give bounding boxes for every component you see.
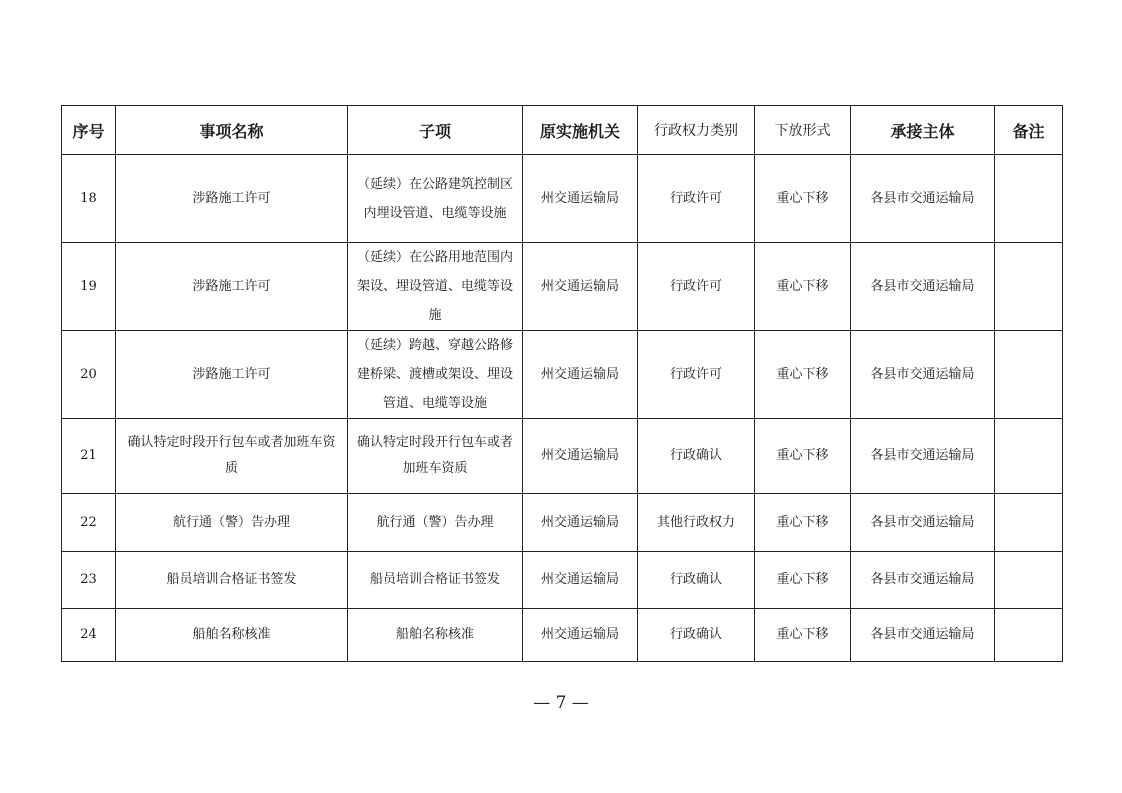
cell-original-agency: 州交通运输局 bbox=[523, 419, 638, 494]
cell-receiving-body: 各县市交通运输局 bbox=[851, 494, 995, 552]
cell-sub-item: 船舶名称核准 bbox=[348, 609, 523, 662]
cell-original-agency: 州交通运输局 bbox=[523, 331, 638, 419]
cell-no: 24 bbox=[62, 609, 116, 662]
cell-power-type: 行政许可 bbox=[638, 331, 755, 419]
cell-item-name: 涉路施工许可 bbox=[116, 155, 348, 243]
cell-delegation-form: 重心下移 bbox=[755, 609, 851, 662]
cell-original-agency: 州交通运输局 bbox=[523, 155, 638, 243]
cell-receiving-body: 各县市交通运输局 bbox=[851, 155, 995, 243]
cell-original-agency: 州交通运输局 bbox=[523, 243, 638, 331]
delegation-items-table bbox=[61, 105, 1063, 662]
cell-no: 20 bbox=[62, 331, 116, 419]
cell-receiving-body: 各县市交通运输局 bbox=[851, 419, 995, 494]
cell-delegation-form: 重心下移 bbox=[755, 419, 851, 494]
cell-item-name: 涉路施工许可 bbox=[116, 331, 348, 419]
header-remarks: 备注 bbox=[995, 106, 1063, 155]
table-header-row bbox=[62, 106, 1063, 155]
page-number: — 7 — bbox=[533, 693, 589, 713]
cell-item-name: 涉路施工许可 bbox=[116, 243, 348, 331]
cell-no: 23 bbox=[62, 552, 116, 609]
cell-sub-item: （延续）在公路建筑控制区内埋设管道、电缆等设施 bbox=[348, 155, 523, 243]
cell-no: 19 bbox=[62, 243, 116, 331]
cell-item-name: 航行通（警）告办理 bbox=[116, 494, 348, 552]
table-row bbox=[62, 331, 1063, 419]
cell-remarks bbox=[995, 155, 1063, 243]
cell-delegation-form: 重心下移 bbox=[755, 243, 851, 331]
cell-remarks bbox=[995, 609, 1063, 662]
cell-remarks bbox=[995, 552, 1063, 609]
table-row bbox=[62, 243, 1063, 331]
cell-item-name: 船员培训合格证书签发 bbox=[116, 552, 348, 609]
cell-sub-item: 确认特定时段开行包车或者加班车资质 bbox=[348, 419, 523, 494]
cell-item-name: 确认特定时段开行包车或者加班车资质 bbox=[116, 419, 348, 494]
header-power-type: 行政权力类别 bbox=[638, 106, 755, 155]
cell-receiving-body: 各县市交通运输局 bbox=[851, 331, 995, 419]
cell-remarks bbox=[995, 494, 1063, 552]
cell-sub-item: 船员培训合格证书签发 bbox=[348, 552, 523, 609]
header-no: 序号 bbox=[62, 106, 116, 155]
header-sub-item: 子项 bbox=[348, 106, 523, 155]
cell-receiving-body: 各县市交通运输局 bbox=[851, 609, 995, 662]
cell-no: 18 bbox=[62, 155, 116, 243]
table-row bbox=[62, 155, 1063, 243]
cell-original-agency: 州交通运输局 bbox=[523, 494, 638, 552]
header-delegation-form: 下放形式 bbox=[755, 106, 851, 155]
cell-remarks bbox=[995, 419, 1063, 494]
table-row bbox=[62, 552, 1063, 609]
cell-sub-item: （延续）在公路用地范围内架设、埋设管道、电缆等设施 bbox=[348, 243, 523, 331]
cell-receiving-body: 各县市交通运输局 bbox=[851, 552, 995, 609]
header-receiving-body: 承接主体 bbox=[851, 106, 995, 155]
cell-no: 21 bbox=[62, 419, 116, 494]
cell-sub-item: （延续）跨越、穿越公路修建桥梁、渡槽或架设、埋设管道、电缆等设施 bbox=[348, 331, 523, 419]
cell-item-name: 船舶名称核准 bbox=[116, 609, 348, 662]
cell-original-agency: 州交通运输局 bbox=[523, 552, 638, 609]
cell-power-type: 行政确认 bbox=[638, 609, 755, 662]
header-original-agency: 原实施机关 bbox=[523, 106, 638, 155]
cell-power-type: 行政确认 bbox=[638, 419, 755, 494]
cell-no: 22 bbox=[62, 494, 116, 552]
cell-remarks bbox=[995, 331, 1063, 419]
table-row bbox=[62, 494, 1063, 552]
cell-delegation-form: 重心下移 bbox=[755, 494, 851, 552]
cell-remarks bbox=[995, 243, 1063, 331]
cell-delegation-form: 重心下移 bbox=[755, 552, 851, 609]
table-row bbox=[62, 419, 1063, 494]
cell-delegation-form: 重心下移 bbox=[755, 331, 851, 419]
header-item-name: 事项名称 bbox=[116, 106, 348, 155]
cell-original-agency: 州交通运输局 bbox=[523, 609, 638, 662]
cell-power-type: 行政许可 bbox=[638, 155, 755, 243]
cell-power-type: 其他行政权力 bbox=[638, 494, 755, 552]
cell-sub-item: 航行通（警）告办理 bbox=[348, 494, 523, 552]
cell-power-type: 行政确认 bbox=[638, 552, 755, 609]
cell-delegation-form: 重心下移 bbox=[755, 155, 851, 243]
cell-power-type: 行政许可 bbox=[638, 243, 755, 331]
cell-receiving-body: 各县市交通运输局 bbox=[851, 243, 995, 331]
table-row bbox=[62, 609, 1063, 662]
